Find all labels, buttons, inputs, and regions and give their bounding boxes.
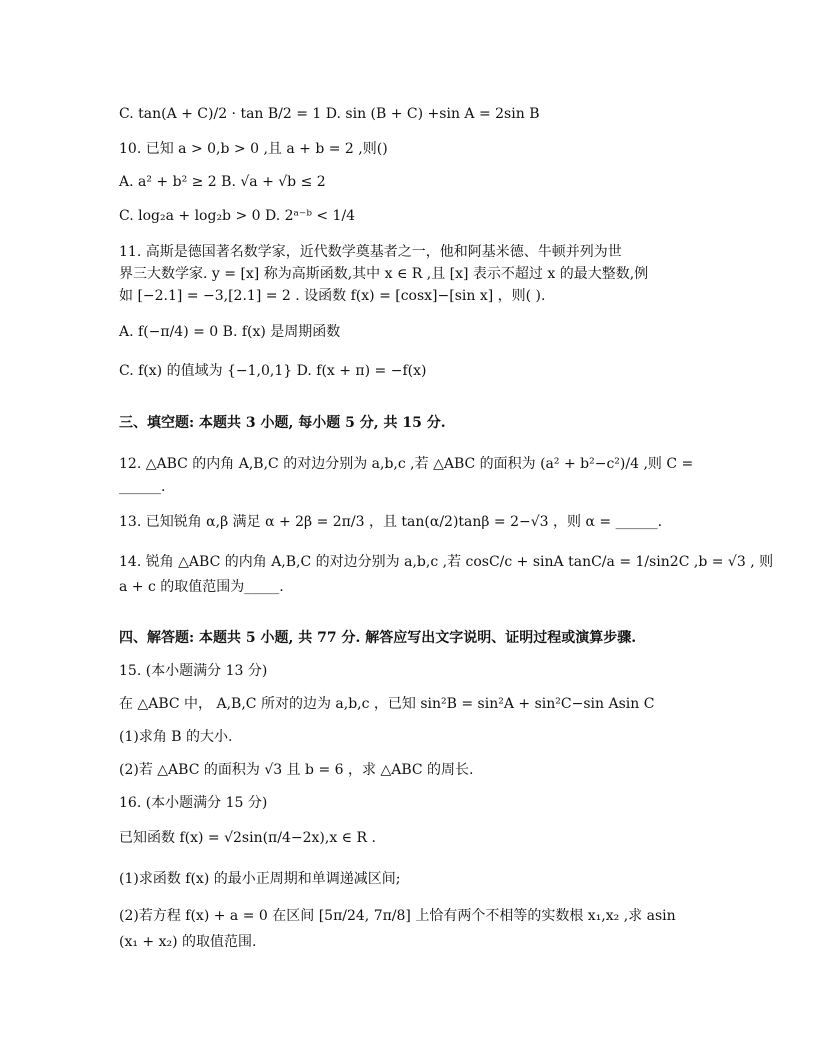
question-line: 12. △ABC 的内角 A,B,C 的对边分别为 a,b,c ,若 △ABC 的面积为 (a² + b²−c²)/4 ,则 C = — [119, 456, 694, 472]
question-line: 13. 已知锐角 α,β 满足 α + 2β = 2π/3 ，且 tan(α/2)tanβ = 2−√3 ，则 α = ______. — [119, 514, 663, 530]
question-line: 界三大数学家. y = [x] 称为高斯函数,其中 x ∈ R ,且 [x] 表示不超过 x 的最大整数,例 — [119, 266, 649, 282]
question-line: 15. (本小题满分 13 分) — [119, 663, 268, 679]
question-line: 如 [−2.1] = −3,[2.1] = 2 . 设函数 f(x) = [cosx]−[sin x] ，则( ). — [119, 288, 546, 304]
question-line: 14. 锐角 △ABC 的内角 A,B,C 的对边分别为 a,b,c ,若 cosC/c + sinA tanC/a = 1/sin2C ,b = √3 , 则 — [119, 554, 774, 570]
question-line: 16. (本小题满分 15 分) — [119, 795, 268, 811]
section-heading: 四、解答题: 本题共 5 小题, 共 77 分. 解答应写出文字说明、证明过程或演算步骤. — [119, 630, 637, 646]
question-line: C. tan(A + C)/2 · tan B/2 = 1 D. sin (B + C) +sin A = 2sin B — [119, 106, 540, 122]
question-line: 在 △ABC 中， A,B,C 所对的边为 a,b,c ，已知 sin²B = sin²A + sin²C−sin Asin C — [119, 696, 655, 712]
question-line: A. a² + b² ≥ 2 B. √a + √b ≤ 2 — [119, 174, 326, 190]
question-line: 11. 高斯是德国著名数学家，近代数学奠基者之一，他和阿基米德、牛顿并列为世 — [119, 244, 622, 260]
section-heading: 三、填空题: 本题共 3 小题, 每小题 5 分, 共 15 分. — [119, 415, 446, 431]
question-line: (x₁ + x₂) 的取值范围. — [119, 934, 257, 950]
question-line: C. log₂a + log₂b > 0 D. 2ᵃ⁻ᵇ < 1/4 — [119, 208, 356, 224]
question-line: 已知函数 f(x) = √2sin(π/4−2x),x ∈ R . — [119, 830, 376, 846]
question-line: 10. 已知 a > 0,b > 0 ,且 a + b = 2 ,则() — [119, 141, 388, 157]
question-line: (1)求角 B 的大小. — [119, 729, 233, 745]
question-line: a + c 的取值范围为_____. — [119, 579, 284, 595]
question-line: A. f(−π/4) = 0 B. f(x) 是周期函数 — [119, 324, 341, 340]
question-line: (2)若方程 f(x) + a = 0 在区间 [5π/24, 7π/8] 上恰有两个不相等的实数根 x₁,x₂ ,求 asin — [119, 908, 676, 924]
question-line: C. f(x) 的值域为 {−1,0,1} D. f(x + π) = −f(x) — [119, 363, 427, 379]
question-line: (1)求函数 f(x) 的最小正周期和单调递减区间; — [119, 871, 401, 887]
question-line: ______. — [119, 479, 166, 495]
question-line: (2)若 △ABC 的面积为 √3 且 b = 6 ，求 △ABC 的周长. — [119, 762, 474, 778]
